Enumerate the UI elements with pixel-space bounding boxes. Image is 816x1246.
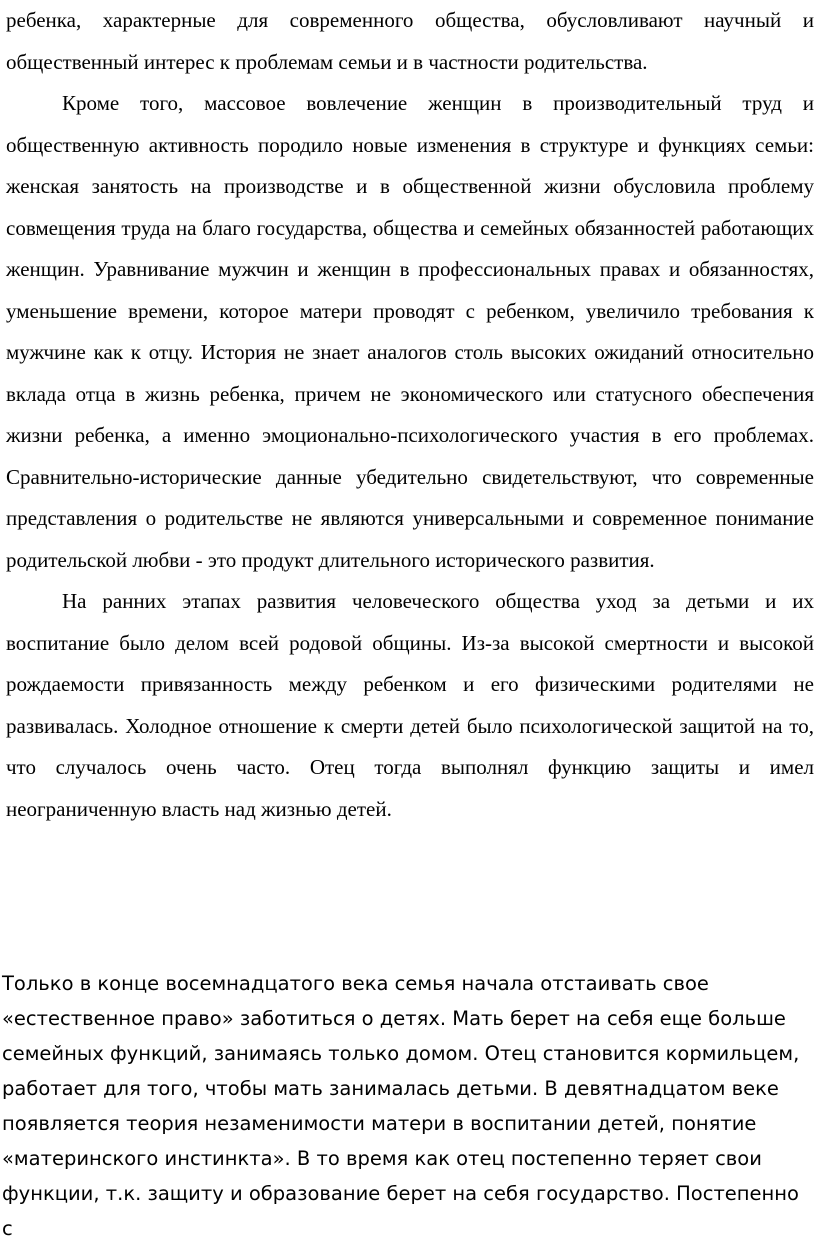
paragraph-3: На ранних этапах развития человеческого общества уход за детьми и их воспитание было делом всей родовой общины. Из-за высокой смертности и высокой рождаемости привязанность между ребенком и его физическими родителями не развивалась. Холодное отношение к смерти детей было психологической защитой на то, что случалось очень часто. Отец тогда выполнял функцию защиты и имел неограниченную власть над жизнью детей. [6, 589, 814, 821]
body-text-sans [2, 966, 814, 1246]
paragraph-4: Только в конце восемнадцатого века семья начала отстаивать свое «естественное право» заботиться о детях. Мать берет на себя еще больше семейных функций, занимаясь только домом. Отец становится кормильцем, работает для того, чтобы мать занималась детьми. В девятнадцатом веке появляется теория незаменимости матери в воспитании детей, понятие «материнского инстинкта». В то время как отец постепенно теряет свои функции, т.к. защиту и образование берет на себя государство. Постепенно с [2, 972, 800, 1240]
body-text-serif [6, 0, 814, 830]
paragraph-1: ребенка, характерные для современного общества, обусловливают научный и общественный интерес к проблемам семьи и в частности родительства. [6, 8, 814, 74]
paragraph-2: Кроме того, массовое вовлечение женщин в производительный труд и общественную активность породило новые изменения в структуре и функциях семьи: женская занятость на производстве и в общественной жизни обусловила проблему совмещения труда на благо государства, общества и семейных обязанностей работающих женщин. Уравнивание мужчин и женщин в профессиональных правах и обязанностях, уменьшение времени, которое матери проводят с ребенком, увеличило требования к мужчине как к отцу. История не знает аналогов столь высоких ожиданий относительно вклада отца в жизнь ребенка, причем не экономического или статусного обеспечения жизни ребенка, а именно эмоционально-психологического участия в его проблемах. Сравнительно-исторические данные убедительно свидетельствуют, что современные представления о родительстве не являются универсальными и современное понимание родительской любви - это продукт длительного исторического развития. [6, 91, 814, 572]
